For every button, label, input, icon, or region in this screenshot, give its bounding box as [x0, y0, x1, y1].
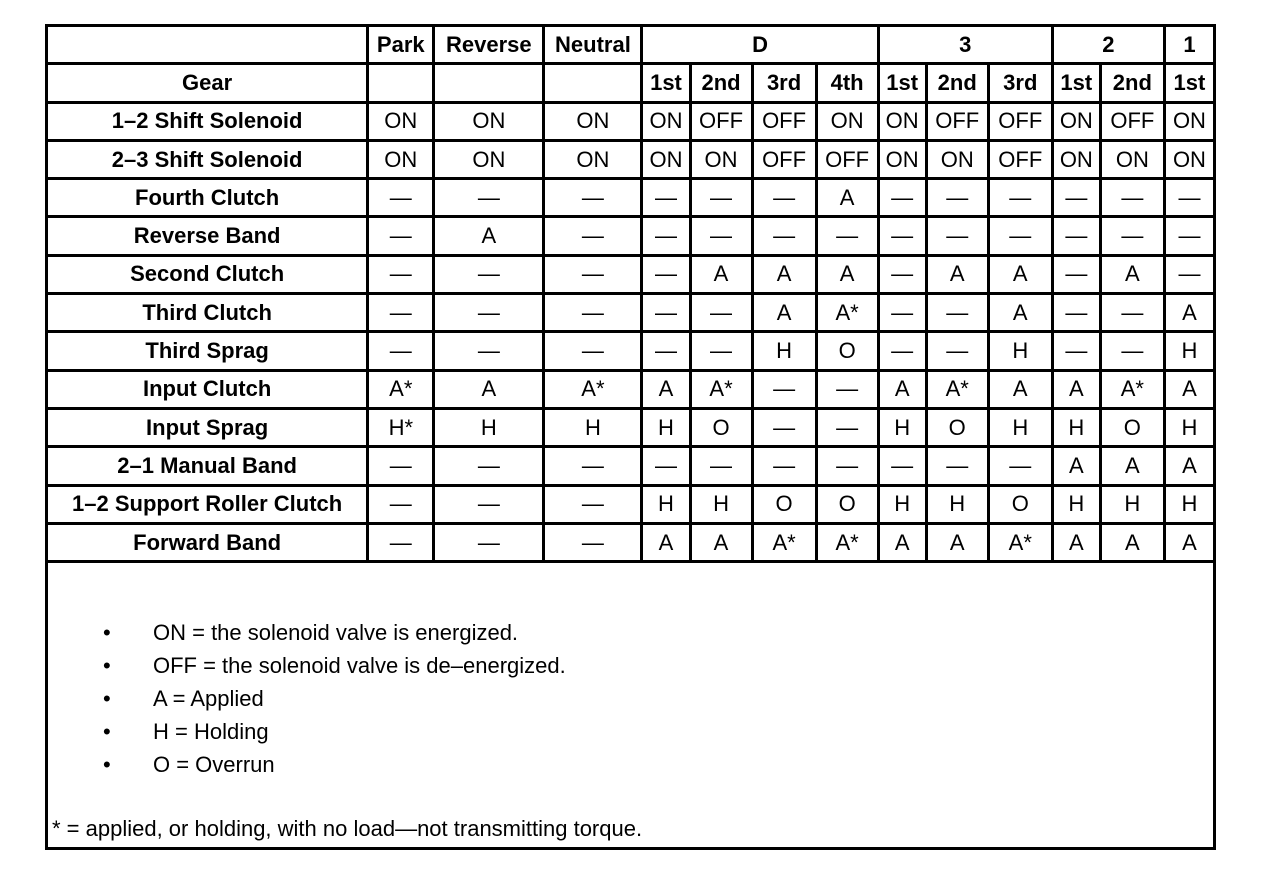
table-cell: — — [752, 370, 816, 408]
row-label: Input Sprag — [47, 408, 368, 446]
bullet-icon: • — [103, 752, 111, 777]
legend-item — [103, 682, 566, 715]
table-cell: A — [1052, 447, 1100, 485]
table-cell: A — [1100, 523, 1164, 561]
bullet-icon: • — [103, 719, 111, 744]
table-cell: ON — [1100, 140, 1164, 178]
table-cell: O — [752, 485, 816, 523]
header-range-cell: Reverse — [434, 26, 544, 64]
gear-cell: 1st — [642, 64, 690, 102]
gear-cell: 1st — [878, 64, 926, 102]
table-cell: — — [1052, 255, 1100, 293]
gear-cell — [544, 64, 642, 102]
bullet-icon: • — [103, 653, 111, 678]
table-row — [47, 523, 1215, 561]
table-cell: A* — [752, 523, 816, 561]
table-cell: OFF — [752, 140, 816, 178]
table-row — [47, 179, 1215, 217]
table-cell: A — [878, 523, 926, 561]
table-cell: H — [1052, 408, 1100, 446]
table-cell: — — [368, 294, 434, 332]
gear-cell: 1st — [1164, 64, 1214, 102]
table-cell: H — [878, 408, 926, 446]
table-cell: H — [926, 485, 988, 523]
table-row — [47, 140, 1215, 178]
table-cell: — — [434, 332, 544, 370]
row-label: Gear — [47, 64, 368, 102]
table-cell: — — [1164, 217, 1214, 255]
table-cell: ON — [368, 140, 434, 178]
table-cell: A — [1164, 294, 1214, 332]
table-cell: A — [690, 255, 752, 293]
table-cell: — — [690, 294, 752, 332]
table-row — [47, 294, 1215, 332]
table-cell: — — [434, 294, 544, 332]
gear-cell: 3rd — [752, 64, 816, 102]
table-cell: H — [752, 332, 816, 370]
bullet-icon: • — [103, 620, 111, 645]
table-cell: A — [434, 370, 544, 408]
table-cell: — — [642, 255, 690, 293]
table-cell: OFF — [752, 102, 816, 140]
table-cell: A — [1164, 523, 1214, 561]
table-row — [47, 102, 1215, 140]
table-cell: — — [544, 179, 642, 217]
row-label: 1–2 Shift Solenoid — [47, 102, 368, 140]
footnote: * = applied, or holding, with no load—not transmitting torque. — [52, 816, 643, 841]
table-cell: ON — [1164, 140, 1214, 178]
gear-cell: 4th — [816, 64, 878, 102]
table-cell: — — [434, 447, 544, 485]
gear-cell — [434, 64, 544, 102]
table-cell: OFF — [988, 102, 1052, 140]
table-cell: A — [988, 255, 1052, 293]
table-cell: A* — [816, 523, 878, 561]
table-cell: — — [752, 179, 816, 217]
gear-cell: 2nd — [690, 64, 752, 102]
table-cell: — — [368, 485, 434, 523]
table-cell: H — [988, 332, 1052, 370]
table-cell: ON — [1052, 102, 1100, 140]
table-cell: O — [926, 408, 988, 446]
table-cell: — — [988, 217, 1052, 255]
header-range-cell: 1 — [1164, 26, 1214, 64]
table-cell: O — [816, 485, 878, 523]
table-cell: A — [988, 370, 1052, 408]
table-cell: O — [1100, 408, 1164, 446]
table-cell: — — [1100, 294, 1164, 332]
table-cell: ON — [690, 140, 752, 178]
table-cell: A — [1100, 255, 1164, 293]
table-cell: A — [752, 294, 816, 332]
table-cell: — — [816, 408, 878, 446]
table-row — [47, 485, 1215, 523]
table-cell: — — [926, 179, 988, 217]
table-cell: A* — [816, 294, 878, 332]
table-cell: — — [878, 294, 926, 332]
table-cell: — — [988, 179, 1052, 217]
table-cell: A — [816, 255, 878, 293]
header-range-cell: D — [642, 26, 878, 64]
table-cell: H — [544, 408, 642, 446]
table-cell: A* — [544, 370, 642, 408]
table-row — [47, 332, 1215, 370]
table-cell: A — [1100, 447, 1164, 485]
table-cell: — — [816, 370, 878, 408]
table-cell: OFF — [1100, 102, 1164, 140]
table-cell: ON — [642, 102, 690, 140]
table-cell: A — [642, 523, 690, 561]
legend-text: ON = the solenoid valve is energized. — [153, 620, 519, 645]
header-range-cell: 3 — [878, 26, 1052, 64]
table-cell: — — [368, 332, 434, 370]
row-label: Third Clutch — [47, 294, 368, 332]
table-cell: A — [642, 370, 690, 408]
table-cell: A* — [988, 523, 1052, 561]
table-cell: A — [1164, 370, 1214, 408]
table-cell: — — [642, 332, 690, 370]
table-cell: — — [988, 447, 1052, 485]
table-cell: H — [690, 485, 752, 523]
table-cell: ON — [544, 102, 642, 140]
legend-item — [103, 715, 566, 748]
table-cell: — — [544, 294, 642, 332]
row-label: Second Clutch — [47, 255, 368, 293]
table-cell: H* — [368, 408, 434, 446]
table-cell: OFF — [926, 102, 988, 140]
table-cell: — — [368, 217, 434, 255]
table-cell: — — [368, 179, 434, 217]
gear-cell: 3rd — [988, 64, 1052, 102]
row-label: Input Clutch — [47, 370, 368, 408]
legend — [48, 602, 1213, 847]
header-corner-cell — [47, 26, 368, 64]
table-cell: — — [690, 447, 752, 485]
table-row — [47, 447, 1215, 485]
gear-cell: 2nd — [1100, 64, 1164, 102]
table-cell: OFF — [816, 140, 878, 178]
table-cell: — — [816, 447, 878, 485]
table-cell: H — [1100, 485, 1164, 523]
table-cell: H — [988, 408, 1052, 446]
table-cell: ON — [1164, 102, 1214, 140]
table-cell: A — [434, 217, 544, 255]
bullet-icon: • — [103, 686, 111, 711]
gear-row — [47, 64, 1215, 102]
table-cell: OFF — [690, 102, 752, 140]
table-cell: — — [642, 447, 690, 485]
table-cell: — — [1052, 332, 1100, 370]
table-cell: H — [1164, 485, 1214, 523]
row-label: Reverse Band — [47, 217, 368, 255]
table-cell: H — [642, 485, 690, 523]
table-cell: — — [1052, 217, 1100, 255]
table-cell: — — [544, 485, 642, 523]
table-cell: A — [816, 179, 878, 217]
table-cell: A* — [926, 370, 988, 408]
table-row — [47, 217, 1215, 255]
legend-text: OFF = the solenoid valve is de–energized. — [153, 653, 566, 678]
table-cell: — — [690, 332, 752, 370]
table-cell: — — [690, 179, 752, 217]
header-range-cell: 2 — [1052, 26, 1164, 64]
table-cell: — — [926, 217, 988, 255]
table-cell: — — [926, 332, 988, 370]
table-cell: — — [878, 255, 926, 293]
table-cell: O — [988, 485, 1052, 523]
table-cell: — — [1100, 179, 1164, 217]
table-cell: — — [878, 217, 926, 255]
table-cell: — — [1100, 217, 1164, 255]
gear-cell: 1st — [1052, 64, 1100, 102]
table-cell: A* — [368, 370, 434, 408]
table-cell: — — [926, 294, 988, 332]
table-cell: — — [1164, 255, 1214, 293]
table-cell: — — [544, 447, 642, 485]
row-label: 2–1 Manual Band — [47, 447, 368, 485]
table-row — [47, 370, 1215, 408]
table-cell: — — [544, 217, 642, 255]
row-label: 2–3 Shift Solenoid — [47, 140, 368, 178]
table-cell: ON — [642, 140, 690, 178]
table-row — [47, 408, 1215, 446]
table-cell: — — [544, 332, 642, 370]
table-cell: — — [1164, 179, 1214, 217]
table-cell: — — [816, 217, 878, 255]
table-cell: — — [642, 294, 690, 332]
clutch-application-table — [45, 24, 1216, 563]
table-cell: — — [434, 523, 544, 561]
gear-cell — [368, 64, 434, 102]
table-cell: — — [368, 447, 434, 485]
table-cell: A — [690, 523, 752, 561]
table-cell: H — [1052, 485, 1100, 523]
legend-list — [103, 616, 566, 781]
table-cell: — — [544, 523, 642, 561]
table-cell: — — [752, 217, 816, 255]
table-cell: — — [926, 447, 988, 485]
table-cell: — — [878, 447, 926, 485]
legend-text: H = Holding — [153, 719, 269, 744]
row-label: Third Sprag — [47, 332, 368, 370]
table-cell: ON — [926, 140, 988, 178]
header-range-cell: Park — [368, 26, 434, 64]
table-cell: ON — [434, 102, 544, 140]
table-cell: H — [642, 408, 690, 446]
table-cell: ON — [878, 140, 926, 178]
legend-item — [103, 748, 566, 781]
table-cell: OFF — [988, 140, 1052, 178]
table-cell: ON — [816, 102, 878, 140]
table-cell: — — [368, 255, 434, 293]
table-cell: ON — [544, 140, 642, 178]
table-cell: A* — [690, 370, 752, 408]
legend-text: O = Overrun — [153, 752, 275, 777]
table-cell: — — [434, 179, 544, 217]
table-cell: — — [434, 255, 544, 293]
table-cell: A — [926, 523, 988, 561]
table-cell: — — [1052, 294, 1100, 332]
table-cell: H — [1164, 332, 1214, 370]
table-cell: O — [816, 332, 878, 370]
table-row — [47, 255, 1215, 293]
table-cell: H — [878, 485, 926, 523]
table-cell: — — [1052, 179, 1100, 217]
table-cell: ON — [1052, 140, 1100, 178]
legend-text: A = Applied — [153, 686, 264, 711]
table-cell: — — [368, 523, 434, 561]
table-cell: — — [544, 255, 642, 293]
table-cell: A — [752, 255, 816, 293]
table-cell: — — [642, 179, 690, 217]
table-cell: — — [752, 447, 816, 485]
table-cell: ON — [878, 102, 926, 140]
legend-item — [103, 649, 566, 682]
row-label: 1–2 Support Roller Clutch — [47, 485, 368, 523]
row-label: Fourth Clutch — [47, 179, 368, 217]
table-cell: H — [1164, 408, 1214, 446]
table-cell: A — [878, 370, 926, 408]
row-label: Forward Band — [47, 523, 368, 561]
legend-item — [103, 616, 566, 649]
table-cell: — — [642, 217, 690, 255]
table-cell: ON — [368, 102, 434, 140]
table-cell: A* — [1100, 370, 1164, 408]
table-cell: A — [1164, 447, 1214, 485]
table-cell: ON — [434, 140, 544, 178]
table-cell: — — [752, 408, 816, 446]
table-cell: A — [1052, 523, 1100, 561]
table-cell: A — [1052, 370, 1100, 408]
gear-cell: 2nd — [926, 64, 988, 102]
table-cell: — — [690, 217, 752, 255]
table-cell: A — [988, 294, 1052, 332]
header-range-cell: Neutral — [544, 26, 642, 64]
table-cell: O — [690, 408, 752, 446]
table-cell: H — [434, 408, 544, 446]
table-cell: — — [878, 332, 926, 370]
table-cell: — — [1100, 332, 1164, 370]
table-cell: — — [878, 179, 926, 217]
header-row — [47, 26, 1215, 64]
table-cell: A — [926, 255, 988, 293]
table-cell: — — [434, 485, 544, 523]
